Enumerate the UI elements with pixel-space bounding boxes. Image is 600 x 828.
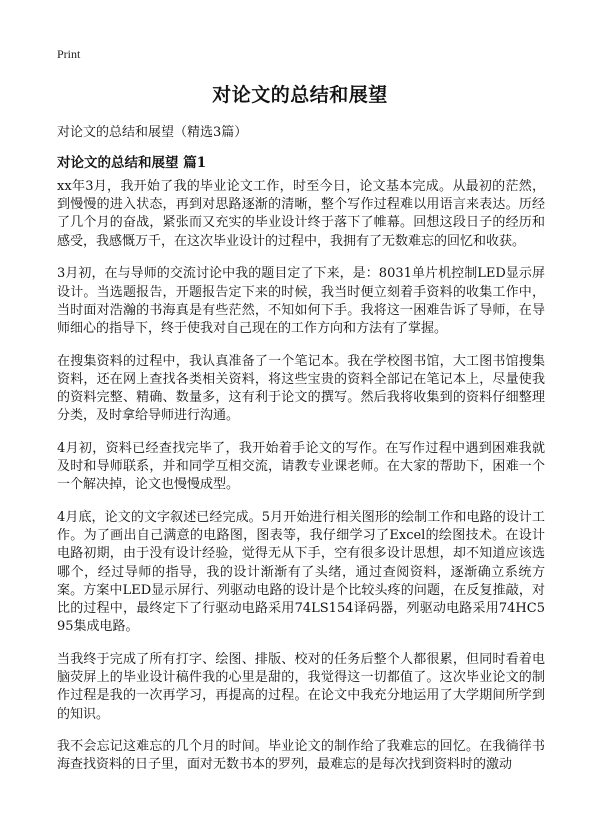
paragraph-3: 在搜集资料的过程中，我认真准备了一个笔记本。我在学校图书馆，大工图书馆搜集资料，还在网上查找各类相关资料，将这些宝贵的资料全部记在笔记本上，尽量使我的资料完整、精确、数量多，这有利于论文的撰写。然后我将收集到的资料仔细整理分类，及时拿给导师进行沟通。 bbox=[57, 353, 545, 424]
document-title: 对论文的总结和展望 bbox=[212, 84, 388, 106]
paragraph-7: 我不会忘记这难忘的几个月的时间。毕业论文的制作给了我难忘的回忆。在我徜徉书海查找资料的日子里，面对无数书本的罗列，最难忘的是每次找到资料时的激动 bbox=[57, 739, 545, 773]
print-label: Print bbox=[57, 47, 81, 61]
paragraph-1: xx年3月，我开始了我的毕业论文工作，时至今日，论文基本完成。从最初的茫然，到慢慢的进入状态，再到对思路逐渐的清晰，整个写作过程难以用语言来表达。历经了几个月的奋战，紧张而又充实的毕业设计终于落下了帷幕。回想这段日子的经历和感受，我感慨万千，在这次毕业设计的过程中，我拥有了无数难忘的回忆和收获。 bbox=[57, 179, 545, 249]
document-subtitle: 对论文的总结和展望（精选3篇） bbox=[57, 125, 248, 140]
paragraph-4: 4月初，资料已经查找完毕了，我开始着手论文的写作。在写作过程中遇到困难我就及时和导师联系，并和同学互相交流，请教专业课老师。在大家的帮助下，困难一个一个解决掉，论文也慢慢成型。 bbox=[57, 440, 545, 493]
paragraph-2: 3月初，在与导师的交流讨论中我的题目定了下来，是：8031单片机控制LED显示屏设计。当选题报告，开题报告定下来的时候，我当时便立刻着手资料的收集工作中，当时面对浩瀚的书海真是有些茫然，不知如何下手。我将这一困难告诉了导师，在导师细心的指导下，终于使我对自己现在的工作方向和方法有了掌握。 bbox=[57, 266, 545, 336]
section-heading: 对论文的总结和展望 篇1 bbox=[57, 155, 207, 171]
paragraph-5: 4月底，论文的文字叙述已经完成。5月开始进行相关图形的绘制工作和电路的设计工作。为了画出自己满意的电路图，图表等，我仔细学习了Excel的绘图技术。在设计电路初期，由于没有设计经验，觉得无从下手，空有很多设计思想，却不知道应该选哪个，经过导师的指导，我的设计渐渐有了头绪，通过查阅资料，逐渐确立系统方案。方案中LED显示屏行、列驱动电路的设计是个比较头疼的问题，在反复推敲，对比的过程中，最终定下了行驱动电路采用74LS154译码器，列驱动电路采用74HC595集成电路。 bbox=[57, 510, 545, 635]
paragraph-6: 当我终于完成了所有打字、绘图、排版、校对的任务后整个人都很累，但同时看着电脑荧屏上的毕业设计稿件我的心里是甜的，我觉得这一切都值了。这次毕业论文的制作过程是我的一次再学习，再提高的过程。在论文中我充分地运用了大学期间所学到的知识。 bbox=[57, 651, 545, 722]
body-text bbox=[57, 178, 545, 789]
